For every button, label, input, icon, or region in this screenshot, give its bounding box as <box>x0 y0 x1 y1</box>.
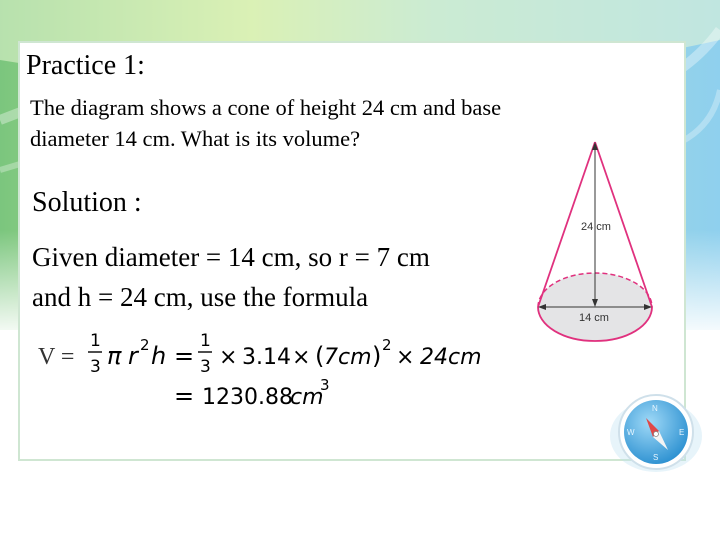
compass-w: W <box>627 428 635 437</box>
formula-numerator: 1 <box>90 331 101 351</box>
formula-numerator-2: 1 <box>200 331 211 351</box>
formula-seven-cm: 7cm <box>324 345 372 370</box>
formula-times-3: × <box>396 345 415 370</box>
formula-square-exponent: 2 <box>382 336 392 354</box>
formula-pi: π <box>107 342 122 370</box>
compass-n: N <box>652 404 658 413</box>
height-label: 24 cm <box>581 221 611 233</box>
formula-open-paren: ( <box>315 342 325 370</box>
formula-equals-1: = <box>174 342 195 370</box>
formula-times-1: × <box>219 345 238 370</box>
formula-result-exponent: 3 <box>320 376 330 394</box>
slide-title: Practice 1: <box>26 50 145 81</box>
formula-result-value: 1230.88 <box>202 385 293 410</box>
formula-denominator-2: 3 <box>200 357 211 377</box>
formula-height-term: 24cm <box>420 345 482 370</box>
diameter-label: 14 cm <box>579 312 609 324</box>
formula-equals-2: = <box>174 382 195 410</box>
compass-s: S <box>653 453 659 462</box>
given-text <box>32 237 512 317</box>
formula-close-paren: ) <box>372 342 382 370</box>
formula-denominator: 3 <box>90 357 101 377</box>
compass-icon <box>606 392 706 472</box>
cone-diagram <box>522 127 668 347</box>
compass-e: E <box>679 428 685 437</box>
formula-r: r <box>128 342 138 370</box>
formula-h: h <box>151 342 167 370</box>
solution-heading: Solution : <box>32 187 142 218</box>
question-line-2: diameter 14 cm. What is its volume? <box>30 126 361 151</box>
formula-pi-value: 3.14 <box>242 345 291 370</box>
given-line-2: and h = 24 cm, use the formula <box>32 282 369 312</box>
question-line-1: The diagram shows a cone of height 24 cm and base <box>30 95 502 120</box>
volume-formula <box>30 326 530 414</box>
given-line-1: Given diameter = 14 cm, so r = 7 cm <box>32 242 430 272</box>
formula-v-label: V = <box>38 344 75 370</box>
formula-times-2: × <box>292 345 311 370</box>
formula-result-unit: cm <box>290 385 324 410</box>
formula-r-exponent: 2 <box>140 336 150 354</box>
